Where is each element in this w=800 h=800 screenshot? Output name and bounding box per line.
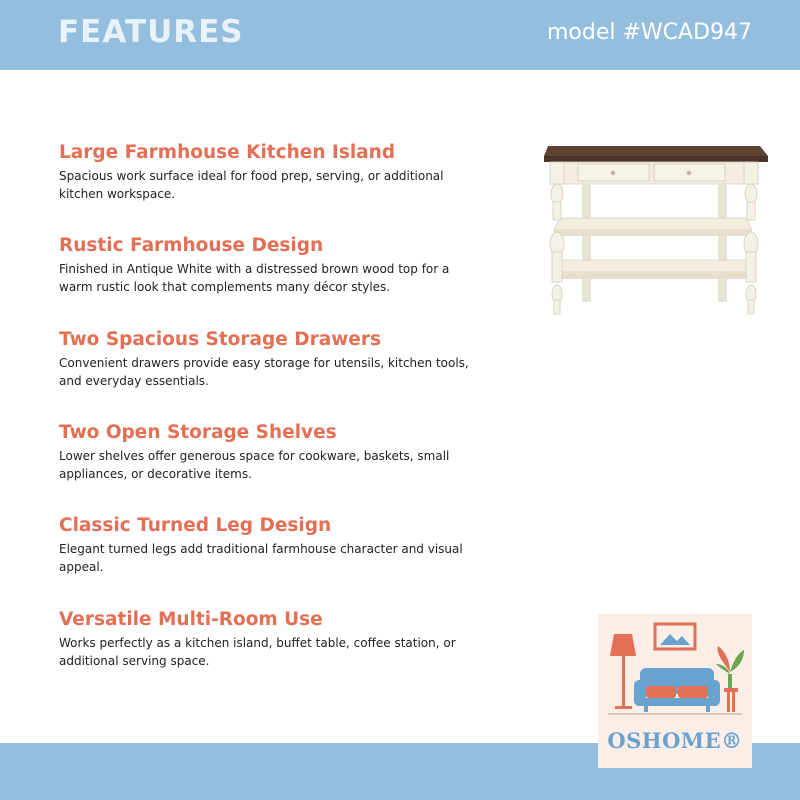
floor-lamp-icon [610, 634, 636, 709]
header-band [0, 0, 800, 70]
feature-description [59, 634, 499, 670]
feature-item [59, 234, 499, 296]
feature-item [59, 514, 499, 576]
feature-description-line: appeal. [59, 560, 104, 574]
feature-description-line: Works perfectly as a kitchen island, buffet table, coffee station, or [59, 636, 456, 650]
potted-plant-icon [716, 646, 744, 712]
feature-description-line: warm rustic look that complements many décor styles. [59, 280, 391, 294]
feature-description [59, 540, 499, 576]
feature-description-line: appliances, or decorative items. [59, 467, 252, 481]
feature-item [59, 328, 499, 390]
brand-name: OSHOME® [607, 728, 743, 753]
feature-title: Versatile Multi-Room Use [59, 609, 323, 630]
feature-title: Large Farmhouse Kitchen Island [59, 142, 396, 163]
kitchen-island-image [538, 132, 770, 322]
page-title: FEATURES [58, 14, 244, 50]
sofa-icon [634, 668, 720, 712]
feature-description-line: and everyday essentials. [59, 374, 209, 388]
oshome-logo [598, 614, 752, 768]
feature-description-line: Convenient drawers provide easy storage for utensils, kitchen tools, [59, 356, 469, 370]
feature-title: Two Open Storage Shelves [59, 422, 337, 443]
feature-item [59, 421, 499, 483]
feature-description-line: additional serving space. [59, 654, 210, 668]
feature-item [59, 141, 499, 203]
feature-description [59, 447, 499, 483]
feature-description [59, 167, 499, 203]
feature-title: Classic Turned Leg Design [59, 515, 332, 536]
feature-description [59, 260, 499, 296]
feature-title: Rustic Farmhouse Design [59, 235, 324, 256]
feature-description-line: kitchen workspace. [59, 187, 176, 201]
wall-picture-icon [655, 624, 695, 649]
feature-description-line: Spacious work surface ideal for food prep, serving, or additional [59, 169, 444, 183]
feature-description-line: Lower shelves offer generous space for cookware, baskets, small [59, 449, 450, 463]
feature-description [59, 354, 499, 390]
feature-item [59, 608, 499, 670]
feature-description-line: Finished in Antique White with a distressed brown wood top for a [59, 262, 450, 276]
model-number: model #WCAD947 [546, 20, 752, 45]
logo-illustration [598, 614, 752, 724]
feature-description-line: Elegant turned legs add traditional farmhouse character and visual [59, 542, 463, 556]
feature-title: Two Spacious Storage Drawers [59, 329, 381, 350]
